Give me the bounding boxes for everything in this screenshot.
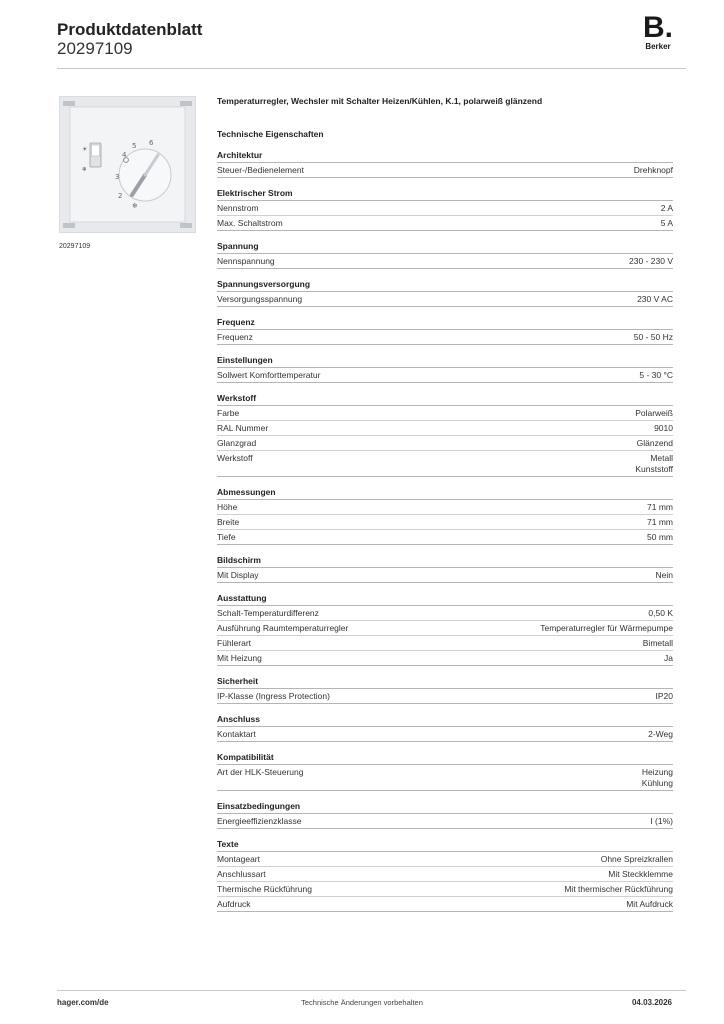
spec-value: 2 A [660, 203, 673, 213]
spec-group [217, 316, 673, 345]
spec-group-title: Texte [217, 838, 673, 852]
spec-label: Steuer-/Bedienelement [217, 165, 304, 175]
spec-label: Montageart [217, 854, 260, 864]
spec-row [217, 651, 673, 666]
page-title: Produktdatenblatt [57, 20, 203, 39]
spec-group [217, 800, 673, 829]
spec-row [217, 689, 673, 704]
spec-row [217, 201, 673, 216]
spec-value: Ohne Spreizkrallen [600, 854, 673, 864]
spec-row [217, 727, 673, 742]
spec-value: I (1%) [650, 816, 673, 826]
spec-value: Polarweiß [635, 408, 673, 418]
spec-group [217, 592, 673, 666]
mounting-tab [63, 223, 75, 228]
spec-row [217, 636, 673, 651]
spec-row [217, 451, 673, 477]
dial-number: 2 [118, 192, 123, 200]
mounting-tab [63, 101, 75, 106]
spec-value: 50 mm [647, 532, 673, 542]
spec-value: 71 mm [647, 517, 673, 527]
spec-value: 5 A [660, 218, 673, 228]
spec-group [217, 486, 673, 545]
spec-value: 9010 [654, 423, 673, 433]
spec-row [217, 867, 673, 882]
spec-group-title: Frequenz [217, 316, 673, 330]
spec-label: Nennstrom [217, 203, 259, 213]
spec-label: Thermische Rückführung [217, 884, 312, 894]
product-image [59, 96, 196, 233]
footer-divider [57, 990, 686, 991]
thermostat-illustration [60, 97, 195, 232]
footer-disclaimer: Technische Änderungen vorbehalten [301, 998, 423, 1007]
spec-group-title: Architektur [217, 149, 673, 163]
spec-label: Sollwert Komforttemperatur [217, 370, 321, 380]
dial-number: 5 [132, 142, 137, 150]
mounting-tab [180, 101, 192, 106]
spec-content [217, 94, 673, 912]
spec-group [217, 240, 673, 269]
spec-row [217, 436, 673, 451]
spec-label: Nennspannung [217, 256, 275, 266]
spec-value: 5 - 30 °C [639, 370, 673, 380]
spec-label: Kontaktart [217, 729, 256, 739]
spec-group [217, 838, 673, 912]
spec-row [217, 500, 673, 515]
spec-value: Mit Steckklemme [608, 869, 673, 879]
spec-label: Breite [217, 517, 240, 527]
spec-row [217, 606, 673, 621]
spec-group [217, 149, 673, 178]
spec-group-title: Spannung [217, 240, 673, 254]
spec-row [217, 814, 673, 829]
spec-group-title: Elektrischer Strom [217, 187, 673, 201]
spec-value: 71 mm [647, 502, 673, 512]
logo-mark: B. [643, 11, 673, 44]
spec-group-title: Abmessungen [217, 486, 673, 500]
spec-value: IP20 [655, 691, 673, 701]
dial-number: 6 [149, 139, 154, 147]
spec-group [217, 187, 673, 231]
spec-label: Anschlussart [217, 869, 266, 879]
spec-group-title: Werkstoff [217, 392, 673, 406]
dial-snowflake-icon: ❄ [132, 202, 138, 210]
spec-row [217, 852, 673, 867]
spec-label: Tiefe [217, 532, 236, 542]
product-number: 20297109 [57, 39, 133, 58]
spec-row [217, 330, 673, 345]
spec-group [217, 675, 673, 704]
spec-group-title: Anschluss [217, 713, 673, 727]
spec-label: Energieeffizienzklasse [217, 816, 302, 826]
dial-number: 3 [115, 173, 120, 181]
header-divider [57, 68, 686, 69]
spec-value: 0,50 K [648, 608, 673, 618]
product-title: Temperaturregler, Wechsler mit Schalter Heizen/Kühlen, K.1, polarweiß glänzend [217, 96, 543, 106]
spec-group [217, 554, 673, 583]
footer-date: 04.03.2026 [631, 998, 672, 1007]
spec-row [217, 292, 673, 307]
spec-group-title: Einstellungen [217, 354, 673, 368]
spec-group [217, 751, 673, 791]
spec-row [217, 897, 673, 912]
spec-group [217, 713, 673, 742]
spec-label: Art der HLK-Steuerung [217, 767, 304, 777]
snowflake-icon: ❄ [82, 166, 88, 173]
spec-label: Höhe [217, 502, 238, 512]
sun-icon: ☀ [82, 146, 88, 153]
spec-row [217, 515, 673, 530]
spec-value: 230 V AC [637, 294, 673, 304]
spec-group [217, 278, 673, 307]
spec-row [217, 568, 673, 583]
spec-label: Ausführung Raumtemperaturregler [217, 623, 349, 633]
spec-label: Max. Schaltstrom [217, 218, 283, 228]
spec-group-title: Kompatibilität [217, 751, 673, 765]
spec-label: Farbe [217, 408, 240, 418]
spec-value: 230 - 230 V [629, 256, 673, 266]
spec-label: Werkstoff [217, 453, 253, 463]
spec-value: Mit thermischer Rückführung [564, 884, 673, 894]
spec-label: Versorgungsspannung [217, 294, 303, 304]
spec-label: Frequenz [217, 332, 253, 342]
spec-row [217, 882, 673, 897]
berker-logo [640, 11, 676, 51]
spec-label: IP-Klasse (Ingress Protection) [217, 691, 330, 701]
spec-value: Temperaturregler für Wärmepumpe [540, 623, 673, 633]
spec-row [217, 406, 673, 421]
spec-row [217, 254, 673, 269]
spec-row [217, 368, 673, 383]
spec-row [217, 216, 673, 231]
spec-group-title: Ausstattung [217, 592, 673, 606]
spec-row [217, 765, 673, 791]
spec-group-title: Sicherheit [217, 675, 673, 689]
spec-label: Mit Heizung [217, 653, 262, 663]
spec-label: RAL Nummer [217, 423, 269, 433]
spec-group [217, 392, 673, 477]
spec-value: 50 - 50 Hz [633, 332, 673, 342]
spec-value: 2-Weg [648, 729, 673, 739]
spec-groups [217, 149, 673, 912]
image-caption: 20297109 [59, 243, 91, 250]
spec-row [217, 163, 673, 178]
spec-label: Mit Display [217, 570, 259, 580]
logo-text: Berker [645, 42, 671, 51]
spec-row [217, 530, 673, 545]
spec-label: Aufdruck [217, 899, 251, 909]
footer-website: hager.com/de [57, 998, 109, 1007]
spec-value: Heizung Kühlung [641, 767, 673, 788]
mounting-tab [180, 223, 192, 228]
dial-number: 4 [122, 151, 127, 159]
spec-group-title: Bildschirm [217, 554, 673, 568]
spec-value: Glänzend [636, 438, 673, 448]
spec-row [217, 421, 673, 436]
spec-value: Ja [664, 653, 673, 663]
spec-value: Bimetall [642, 638, 673, 648]
spec-label: Schalt-Temperaturdifferenz [217, 608, 319, 618]
spec-group-title: Spannungsversorgung [217, 278, 673, 292]
spec-label: Glanzgrad [217, 438, 257, 448]
spec-row [217, 621, 673, 636]
spec-value: Mit Aufdruck [626, 899, 673, 909]
spec-value: Metall Kunststoff [635, 453, 673, 474]
spec-label: Fühlerart [217, 638, 252, 648]
spec-value: Nein [655, 570, 673, 580]
spec-value: Drehknopf [633, 165, 673, 175]
section-heading: Technische Eigenschaften [217, 129, 324, 139]
spec-group [217, 354, 673, 383]
spec-group-title: Einsatzbedingungen [217, 800, 673, 814]
